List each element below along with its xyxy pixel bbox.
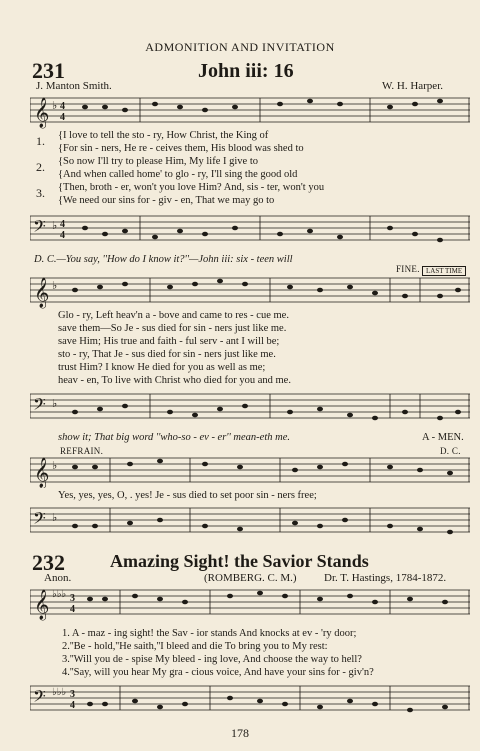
svg-text:♭: ♭: [52, 398, 58, 410]
sys1-lyric-line: {Then, broth - er, won't you love Him? And, sis - ter, won't you: [58, 182, 325, 193]
sys2-lyric-line: trust Him? I know He died for you as well as me;: [58, 362, 266, 373]
staff-2-treble: [30, 272, 470, 310]
staff-refrain-treble: [30, 452, 470, 488]
svg-text:♭: ♭: [52, 220, 58, 232]
svg-text:♭: ♭: [52, 460, 58, 472]
svg-text:𝄢: 𝄢: [33, 688, 46, 710]
verse-mark-1: 1.: [36, 134, 45, 148]
svg-text:4: 4: [70, 700, 75, 711]
verse-mark-3: 3.: [36, 186, 45, 200]
svg-text:4: 4: [70, 604, 75, 615]
staff-232-treble: [30, 584, 470, 622]
verse-mark-2: 2.: [36, 160, 45, 174]
hymn-232-meter: (ROMBERG. C. M.): [204, 572, 297, 584]
hymn-232-composer: Dr. T. Hastings, 1784-1872.: [324, 572, 447, 584]
fine-mark: FINE.: [396, 264, 420, 274]
staff-1-treble: [30, 92, 470, 132]
hymn-232-verse: 2.''Be - hold,''He saith,''I bleed and die To bring you to My rest:: [62, 641, 328, 652]
sys2-lyric-line: sto - ry, That Je - sus died for sin - ners just like me.: [58, 349, 276, 360]
sys1-lyric-line: {For sin - ners, He re - ceives them, His blood was shed to: [58, 143, 304, 154]
hymn-232-verse: 4.''Say, will you hear My gra - cious voice, And have your sins for - giv'n?: [62, 667, 374, 678]
show-line: show it; That big word ''who-so - ev - er'' mean-eth me.: [58, 432, 290, 443]
svg-text:𝄞: 𝄞: [34, 98, 50, 127]
section-title: ADMONITION AND INVITATION: [145, 40, 335, 54]
svg-text:𝄢: 𝄢: [33, 218, 46, 240]
sys1-lyric-line: {We need our sins for - giv - en, That we may go to: [58, 195, 275, 206]
dc-line: D. C.—You say, ''How do I know it?''—John iii: six - teen will: [34, 254, 293, 265]
staff-1-bass: [30, 208, 470, 252]
svg-text:3: 3: [70, 689, 75, 700]
amen: A - MEN.: [422, 432, 464, 443]
page-number: 178: [231, 726, 249, 740]
svg-text:4: 4: [60, 230, 65, 241]
svg-text:4: 4: [60, 112, 65, 123]
sys1-lyric-line: {So now I'll try to please Him, My life I give to: [58, 156, 258, 167]
sys2-lyric-line: save them—So Je - sus died for sin - ners just like me.: [58, 323, 287, 334]
svg-text:♭: ♭: [52, 100, 58, 112]
staff-2-bass: [30, 386, 470, 426]
svg-text:♭: ♭: [52, 280, 58, 292]
svg-text:♭♭♭: ♭♭♭: [52, 589, 67, 600]
hymn-231-lyricist: J. Manton Smith.: [36, 80, 112, 92]
staff-refrain-bass: [30, 500, 470, 540]
svg-text:♭: ♭: [52, 512, 58, 524]
refrain-lyrics: Yes, yes, yes, O, . yes! Je - sus died to set poor sin - ners free;: [58, 490, 317, 501]
hymn-232-number: 232: [32, 550, 65, 575]
svg-text:𝄞: 𝄞: [34, 590, 50, 619]
hymn-232-verse: 3.''Will you de - spise My bleed - ing love, And choose the way to hell?: [62, 654, 362, 665]
svg-text:𝄢: 𝄢: [33, 510, 46, 532]
last-time-label: LAST TIME: [422, 266, 466, 276]
staff-232-bass: [30, 678, 470, 718]
hymn-231-title: John iii: 16: [198, 60, 294, 82]
svg-text:3: 3: [70, 593, 75, 604]
sys2-lyric-line: save Him; His true and faith - ful serv - ant I will be;: [58, 336, 280, 347]
svg-text:4: 4: [60, 101, 65, 112]
hymn-231-number: 231: [32, 58, 65, 83]
hymn-232-title: Amazing Sight! the Savior Stands: [110, 551, 369, 571]
sys2-lyric-line: heav - en, To live with Christ who died for you and me.: [58, 375, 291, 386]
hymn-231-composer: W. H. Harper.: [382, 80, 443, 92]
svg-text:𝄢: 𝄢: [33, 396, 46, 418]
hymn-232-verse: 1. A - maz - ing sight! the Sav - ior stands And knocks at ev - 'ry door;: [62, 628, 357, 639]
svg-text:♭♭♭: ♭♭♭: [52, 687, 67, 698]
sys1-lyric-line: {I love to tell the sto - ry, How Christ, the King of: [58, 130, 269, 141]
refrain-label: REFRAIN.: [60, 446, 104, 456]
hymn-232-lyricist: Anon.: [44, 572, 72, 584]
svg-text:4: 4: [60, 219, 65, 230]
sys1-lyric-line: {And when called home' to glo - ry, I'll sing the good old: [58, 169, 298, 180]
sys2-lyric-line: Glo - ry, Left heav'n a - bove and came to res - cue me.: [58, 310, 289, 321]
dc-mark: D. C.: [440, 446, 461, 456]
svg-text:𝄞: 𝄞: [34, 458, 50, 487]
svg-text:𝄞: 𝄞: [34, 278, 50, 307]
